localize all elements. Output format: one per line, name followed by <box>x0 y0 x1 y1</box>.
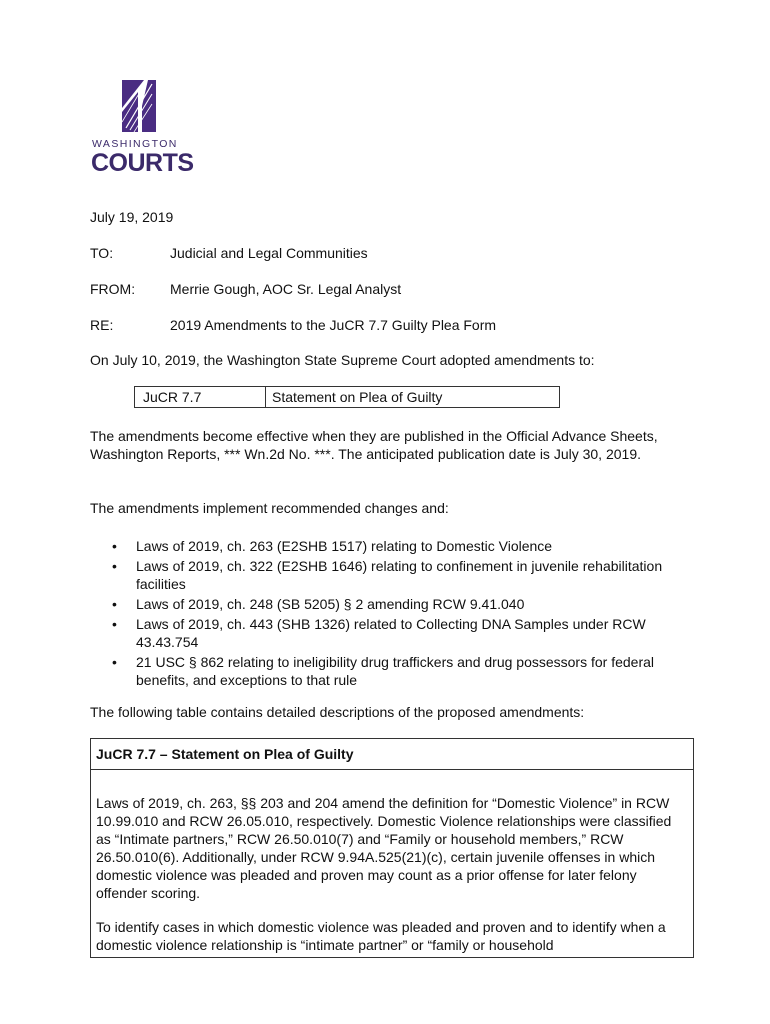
logo-line-courts: COURTS <box>91 149 194 177</box>
re-label: RE: <box>90 317 114 333</box>
bullet-icon: • <box>112 596 117 612</box>
list-item-text: Laws of 2019, ch. 443 (SHB 1326) related to Collecting DNA Samples under RCW 43.43.754 <box>136 616 646 650</box>
detail-paragraph-2: To identify cases in which domestic violence was pleaded and proven and to identify when a domestic violence relationship is “intimate partner” or “family or household <box>96 919 666 953</box>
rule-table-rule: JuCR 7.7 <box>135 387 266 407</box>
list-item <box>108 595 668 613</box>
implement-paragraph: The amendments implement recommended changes and: <box>90 500 449 516</box>
list-item-text: Laws of 2019, ch. 322 (E2SHB 1646) relating to confinement in juvenile rehabilitation facilities <box>136 558 663 592</box>
re-value: 2019 Amendments to the JuCR 7.7 Guilty Plea Form <box>170 317 497 333</box>
list-item <box>108 615 668 651</box>
washington-courts-logo <box>90 78 194 177</box>
rule-table <box>134 386 560 408</box>
from-value: Merrie Gough, AOC Sr. Legal Analyst <box>170 281 402 297</box>
from-label: FROM: <box>90 281 136 297</box>
bullet-icon: • <box>112 538 117 554</box>
memo-date: July 19, 2019 <box>90 209 174 225</box>
intro-paragraph: On July 10, 2019, the Washington State Supreme Court adopted amendments to: <box>90 352 595 368</box>
detail-table-heading: JuCR 7.7 – Statement on Plea of Guilty <box>91 739 693 770</box>
list-item <box>108 557 668 593</box>
list-item <box>108 537 668 555</box>
bullet-icon: • <box>112 616 117 632</box>
detail-paragraph-1: Laws of 2019, ch. 263, §§ 203 and 204 amend the definition for “Domestic Violence” in RCW 10.99.010 and RCW 26.05.010, respectively. Domestic Violence relationships were classified as “Intimate partners,” RCW 26.50.010(7) and “Family or household members,” RCW 26.50.010(6). Additionally, under RCW 9.94A.525(21)(c), certain juvenile offenses in which domestic violence was pleaded and proven may count as a prior offense for later felony offender scoring. <box>96 795 672 901</box>
bullet-icon: • <box>112 558 117 574</box>
list-item-text: Laws of 2019, ch. 248 (SB 5205) § 2 amending RCW 9.41.040 <box>136 596 525 612</box>
to-label: TO: <box>90 245 114 261</box>
effective-paragraph: The amendments become effective when they are published in the Official Advance Sheets, Washington Reports, *** Wn.2d No. ***. The anticipated publication date is July 30, 2019. <box>90 428 658 462</box>
to-value: Judicial and Legal Communities <box>170 245 368 261</box>
list-item-text: 21 USC § 862 relating to ineligibility drug traffickers and drug possessors for federal benefits, and exceptions to that rule <box>136 654 655 688</box>
list-item <box>108 653 668 689</box>
list-item-text: Laws of 2019, ch. 263 (E2SHB 1517) relating to Domestic Violence <box>136 538 553 554</box>
rule-table-title: Statement on Plea of Guilty <box>272 389 443 405</box>
amendment-detail-table <box>90 738 694 958</box>
table-intro-paragraph: The following table contains detailed descriptions of the proposed amendments: <box>90 704 585 720</box>
logo-line-washington: WASHINGTON <box>92 138 178 150</box>
amendment-list <box>108 537 668 691</box>
detail-table-body <box>91 770 693 954</box>
bullet-icon: • <box>112 654 117 670</box>
courts-emblem-icon <box>122 78 156 132</box>
